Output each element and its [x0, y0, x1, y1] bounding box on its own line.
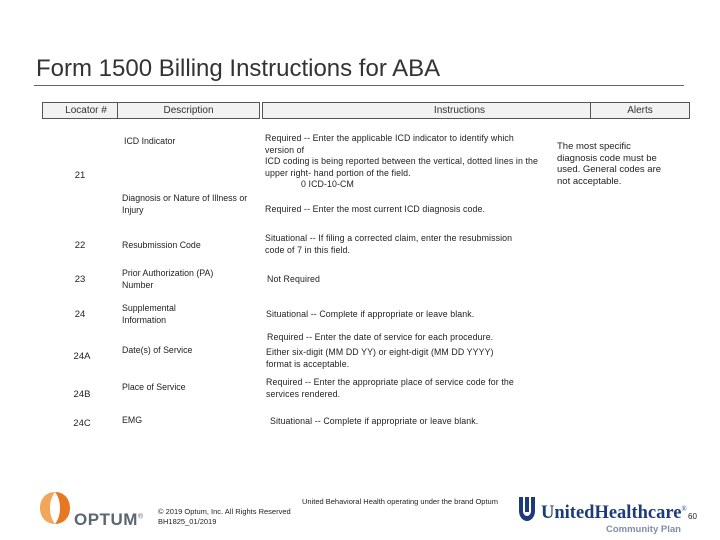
desc-place-of-service: Place of Service	[122, 382, 186, 392]
locator-22: 22	[74, 240, 86, 251]
locator-24: 24	[74, 309, 86, 320]
desc-prior-authorization: Prior Authorization (PA) Number	[122, 268, 214, 290]
locator-24b: 24B	[73, 389, 91, 400]
locator-23: 23	[74, 274, 86, 285]
header-description: Description	[117, 102, 260, 119]
desc-icd-indicator: ICD Indicator	[124, 136, 176, 146]
desc-emg: EMG	[122, 415, 143, 425]
copyright: © 2019 Optum, Inc. All Rights Reserved	[158, 507, 291, 516]
page-number: 60	[688, 512, 697, 521]
instruction-emg: Situational -- Complete if appropriate or leave blank.	[270, 416, 479, 426]
community-plan-label: Community Plan	[606, 524, 681, 535]
instruction-prior-authorization: Not Required	[267, 274, 321, 284]
locator-21: 21	[74, 170, 86, 181]
document-id: BH1825_01/2019	[158, 517, 217, 526]
ubh-brand-note: United Behavioral Health operating under the brand Optum	[302, 497, 498, 506]
locator-24a: 24A	[73, 351, 91, 362]
optum-logo-icon	[38, 490, 72, 526]
instruction-resubmission-code: Situational -- If filing a corrected claim, enter the resubmission code of 7 in this field.	[265, 233, 513, 255]
optum-wordmark: OPTUM®	[74, 510, 144, 529]
header-instructions: Instructions	[262, 102, 657, 119]
page-title: Form 1500 Billing Instructions for ABA	[36, 55, 441, 82]
header-alerts: Alerts	[590, 102, 690, 119]
instruction-supplemental-information: Situational -- Complete if appropriate or leave blank.	[266, 309, 475, 319]
title-divider	[34, 85, 684, 86]
copyright-block	[158, 507, 291, 527]
locator-24c: 24C	[73, 418, 91, 429]
desc-resubmission-code: Resubmission Code	[122, 240, 201, 250]
desc-supplemental-information: Supplemental Information	[122, 303, 176, 325]
uhc-wordmark: UnitedHealthcare®	[541, 503, 687, 523]
instruction-date-of-service-required: Required -- Enter the date of service for each procedure.	[267, 332, 494, 342]
instruction-diagnosis: Required -- Enter the most current ICD diagnosis code.	[265, 204, 486, 214]
instruction-place-of-service: Required -- Enter the appropriate place of service code for the services rendered.	[266, 377, 514, 399]
instruction-date-of-service-format: Either six-digit (MM DD YY) or eight-digit (MM DD YYYY) format is acceptable.	[266, 347, 494, 369]
instruction-icd-indicator: Required -- Enter the applicable ICD indicator to identify which version of ICD coding is being reported between the vertical, dotted lines in the upper right- hand portion of the field. 0 ICD-10-CM	[265, 133, 539, 189]
alert-diagnosis-specificity: The most specific diagnosis code must be used. General codes are not acceptable.	[557, 141, 662, 187]
uhc-logo-icon	[516, 495, 538, 523]
header-locator: Locator #	[42, 102, 130, 119]
desc-date-of-service: Date(s) of Service	[122, 345, 193, 355]
desc-diagnosis: Diagnosis or Nature of Illness or Injury	[122, 193, 248, 215]
